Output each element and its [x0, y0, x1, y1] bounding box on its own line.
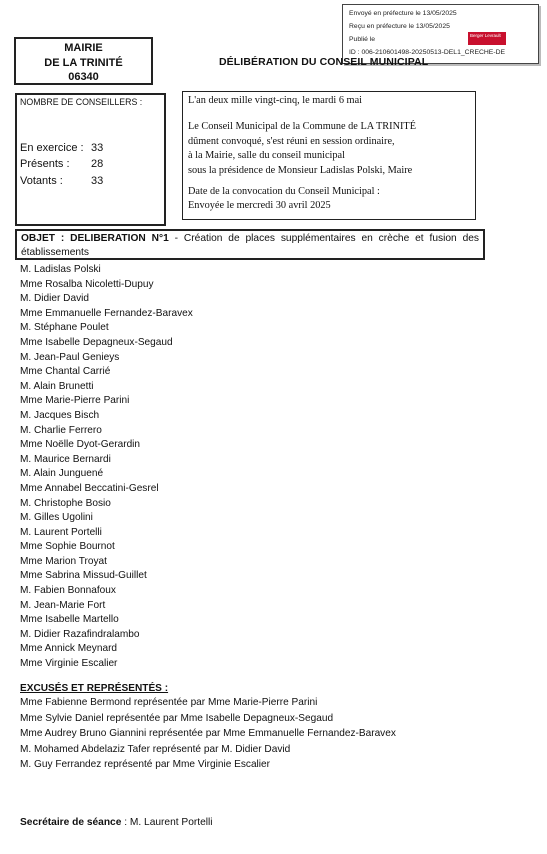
list-item: M. Jean-Marie Fort [20, 599, 106, 611]
list-item: M. Fabien Bonnafoux [20, 585, 116, 597]
list-item: M. Alain Junguené [20, 468, 104, 480]
list-item: Mme Sophie Bournot [20, 541, 115, 553]
convocation-date: Envoyée le mercredi 30 avril 2025 [188, 200, 331, 212]
list-item: Mme Chantal Carrié [20, 366, 111, 378]
list-item: Mme Virginie Escalier [20, 658, 118, 670]
deliberation-subject [15, 229, 485, 260]
list-item: Mme Noëlle Dyot-Gerardin [20, 439, 141, 451]
presents-label: Présents : [20, 158, 70, 170]
list-item: Mme Rosalba Nicoletti-Dupuy [20, 278, 154, 290]
list-item: Mme Annabel Beccatini-Gesrel [20, 482, 159, 494]
list-item: M. Stéphane Poulet [20, 322, 109, 334]
list-item: Mme Sylvie Daniel représentée par Mme Isabelle Depagneux-Segaud [20, 712, 334, 724]
prefecture-stamp [342, 4, 539, 64]
excused-list [20, 695, 396, 773]
secretary-label: Secrétaire de séance [20, 817, 122, 828]
session-date: L'an deux mille vingt-cinq, le mardi 6 mai [188, 95, 362, 106]
list-item: M. Charlie Ferrero [20, 424, 102, 436]
councillors-count-label: NOMBRE DE CONSEILLERS : [20, 97, 143, 107]
list-item: Mme Audrey Bruno Giannini représentée par Mme Emmanuelle Fernandez-Baravex [20, 728, 396, 739]
list-item: M. Jacques Bisch [20, 409, 100, 421]
excused-heading: EXCUSÉS ET REPRÉSENTÉS : [20, 683, 169, 694]
votants-label: Votants : [20, 175, 63, 187]
list-item: M. Jean-Paul Genieys [20, 351, 120, 363]
mairie-header-box [14, 37, 153, 85]
berger-levrault-logo: Berger Levrault [468, 32, 506, 45]
votants-value: 33 [91, 175, 104, 187]
list-item: Mme Marie-Pierre Parini [20, 395, 130, 407]
subject-label: OBJET : DELIBERATION N°1 [21, 233, 169, 244]
session-text-3: à la Mairie, salle du conseil municipal [188, 150, 345, 162]
stamp-received-date: Reçu en préfecture le 13/05/2025 [349, 23, 450, 30]
list-item: Mme Fabienne Bermond représentée par Mme Marie-Pierre Parini [20, 697, 318, 708]
exercice-label: En exercice : [20, 142, 84, 154]
list-item: M. Maurice Bernardi [20, 453, 111, 465]
list-item: M. Didier Razafindralambo [20, 628, 140, 640]
subject-text: - Création de places supplémentaires en crèche et fusion des établissements [21, 233, 479, 258]
exercice-value: 33 [91, 142, 104, 154]
list-item: M. Laurent Portelli [20, 526, 102, 538]
list-item: Mme Isabelle Martello [20, 614, 119, 626]
stamp-id: ID : 006-210601498-20250513-DEL1_CRECHE-DE [349, 49, 506, 56]
commune-name: DE LA TRINITÉ [44, 56, 123, 69]
stamp-published: Publié le [349, 36, 376, 43]
list-item: M. Ladislas Polski [20, 264, 101, 275]
secretary-name: : M. Laurent Portelli [121, 817, 213, 828]
mairie-line: MAIRIE [64, 42, 103, 54]
session-secretary [20, 817, 213, 828]
list-item: Mme Emmanuelle Fernandez-Baravex [20, 307, 193, 319]
list-item: Mme Annick Meynard [20, 643, 118, 655]
list-item: M. Christophe Bosio [20, 497, 111, 509]
postal-code: 06340 [68, 71, 99, 83]
present-members-list [20, 263, 193, 672]
list-item: Mme Marion Troyat [20, 555, 107, 567]
session-text-1: Le Conseil Municipal de la Commune de LA TRINITÉ [188, 121, 417, 133]
list-item: M. Alain Brunetti [20, 380, 94, 392]
councillors-count-box [15, 93, 166, 226]
document-title: DÉLIBÉRATION DU CONSEIL MUNICIPAL [219, 56, 429, 68]
list-item: Mme Sabrina Missud-Guillet [20, 570, 147, 582]
list-item: M. Didier David [20, 293, 89, 305]
list-item: M. Mohamed Abdelaziz Tafer représenté par M. Didier David [20, 743, 291, 755]
list-item: Mme Isabelle Depagneux-Segaud [20, 336, 173, 348]
list-item: M. Gilles Ugolini [20, 512, 93, 524]
convocation-label: Date de la convocation du Conseil Municipal : [188, 186, 380, 198]
list-item: M. Guy Ferrandez représenté par Mme Virginie Escalier [20, 759, 271, 770]
session-text-2: dûment convoqué, s'est réuni en session ordinaire, [188, 135, 395, 147]
session-info-box [182, 91, 476, 220]
stamp-sent-date: Envoyé en préfecture le 13/05/2025 [349, 10, 457, 17]
presents-value: 28 [91, 158, 104, 170]
session-text-4: sous la présidence de Monsieur Ladislas Polski, Maire [188, 164, 413, 176]
